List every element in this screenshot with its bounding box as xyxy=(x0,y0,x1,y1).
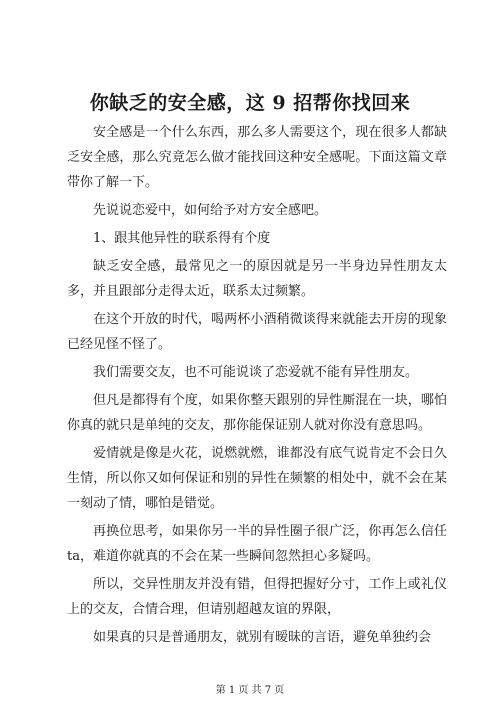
paragraph: 再换位思考，如果你另一半的异性圈子很广泛，你再怎么信任 ta，难道你就真的不会在某一些瞬间忽然担心多疑吗。 xyxy=(67,524,447,564)
section-heading: 1、跟其他异性的联系得有个度 xyxy=(93,231,271,246)
paragraph: 但凡是都得有个度，如果你整天跟别的异性厮混在一块，哪怕你真的就只是单纯的交友，那你能保证别人就对你没有意思吗。 xyxy=(67,393,447,433)
paragraph: 在这个开放的时代，喝两杯小酒稍微谈得来就能去开房的现象已经见怪不怪了。 xyxy=(67,312,447,352)
paragraph: 所以，交异性朋友并没有错，但得把握好分寸，工作上或礼仪上的交友，合情合理，但请别超越友谊的界限， xyxy=(67,577,447,617)
paragraph: 爱情就是像是火花，说燃就燃，谁都没有底气说肯定不会日久生情，所以你又如何保证和别的异性在频繁的相处中，就不会在某一刻动了情，哪怕是错觉。 xyxy=(67,446,447,511)
page-number-footer: 第 1 页 共 7 页 xyxy=(215,685,285,696)
paragraph: 我们需要交友，也不可能说谈了恋爱就不能有异性朋友。 xyxy=(93,365,419,380)
paragraph: 先说说恋爱中，如何给予对方安全感吧。 xyxy=(93,203,328,218)
document-title: 你缺乏的安全感，这 9 招帮你找回来 xyxy=(89,92,411,114)
document-body xyxy=(67,120,447,653)
paragraph: 缺乏安全感，最常见之一的原因就是另一半身边异性朋友太多，并且跟部分走得太近，联系太过频繁。 xyxy=(67,259,447,299)
paragraph: 安全感是一个什么东西，那么多人需要这个，现在很多人都缺乏安全感，那么究竟怎么做才能找回这种安全感呢。下面这篇文章带你了解一下。 xyxy=(67,125,447,190)
paragraph: 如果真的只是普通朋友，就别有暧昧的言语，避免单独约会 xyxy=(93,630,432,645)
